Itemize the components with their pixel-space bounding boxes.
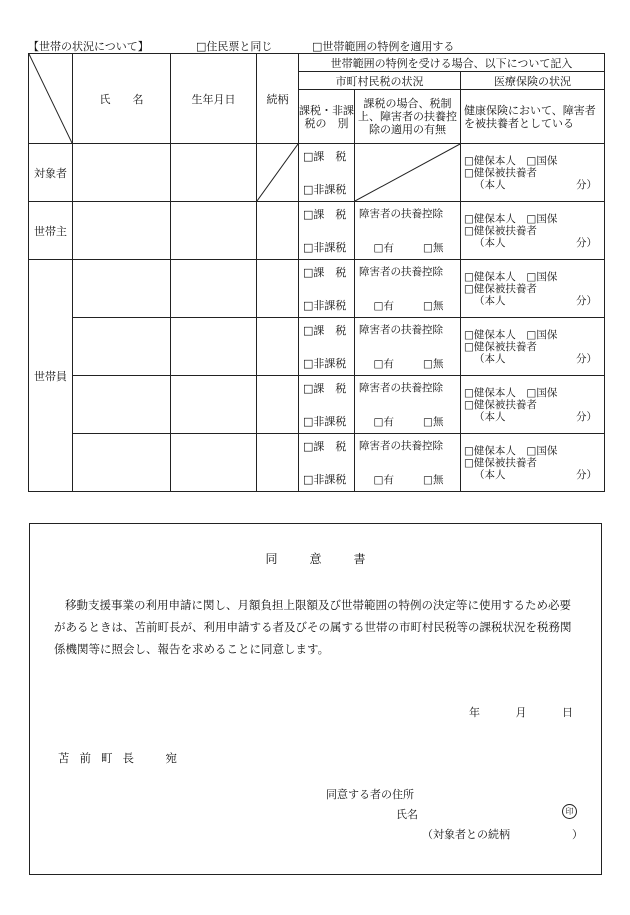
taxed-checkbox[interactable]: □課 税	[303, 208, 347, 221]
table-row-member	[29, 260, 605, 318]
person-open: （本人	[474, 468, 506, 481]
insured-self-checkbox[interactable]: □健保本人	[464, 328, 516, 341]
taxed-checkbox[interactable]: □課 税	[303, 440, 347, 453]
birth-cell[interactable]	[171, 318, 257, 376]
not-taxed-checkbox[interactable]: □非課税	[303, 473, 347, 486]
option-same-resident[interactable]: □住民票と同じ	[196, 40, 273, 53]
consent-body: 移動支援事業の利用申請に関し、月額負担上限額及び世帯範囲の特例の決定等に使用するため必要があるときは、苫前町長が、利用申請する者及びその属する世帯の市町村民税等の課税状況を税務関係機関等に照会し、報告を求めることに同意します。	[54, 598, 572, 656]
tax-deduction-header: 課税の場合、税制上、障害者の扶養控除の適用の有無	[355, 90, 461, 144]
national-ins-checkbox[interactable]: □国保	[526, 328, 558, 341]
consent-title: 同意書	[265, 552, 398, 566]
person-close: 分）	[576, 178, 598, 191]
name-cell[interactable]	[73, 260, 171, 318]
taxed-checkbox[interactable]: □課 税	[303, 266, 347, 279]
relation-label: （対象者との続柄	[422, 828, 510, 841]
dependent-checkbox[interactable]: □健保被扶養者	[464, 398, 537, 411]
relation-close: ）	[572, 828, 583, 841]
health-insurance-options	[461, 211, 604, 251]
name-cell[interactable]	[73, 144, 171, 202]
name-cell[interactable]	[73, 434, 171, 492]
deduction-label: 障害者の扶養控除	[359, 208, 443, 220]
corner-cell	[29, 54, 73, 144]
deduction-label: 障害者の扶養控除	[359, 440, 443, 452]
birth-column-header: 生年月日	[171, 54, 257, 144]
taxed-checkbox[interactable]: □課 税	[303, 324, 347, 337]
person-close: 分）	[576, 352, 598, 365]
address-label: 同意する者の住所	[326, 788, 414, 801]
no-checkbox[interactable]: □無	[423, 416, 444, 428]
corner-slash	[29, 54, 72, 143]
dependent-checkbox[interactable]: □健保被扶養者	[464, 456, 537, 469]
birth-cell[interactable]	[171, 376, 257, 434]
table-row-member	[29, 318, 605, 376]
household-table	[28, 53, 605, 492]
addressee: 苫前町長 宛	[58, 751, 187, 765]
birth-cell[interactable]	[171, 260, 257, 318]
name-column-header: 氏 名	[73, 54, 171, 144]
taxed-checkbox[interactable]: □課 税	[303, 382, 347, 395]
no-checkbox[interactable]: □無	[423, 242, 444, 254]
birth-cell[interactable]	[171, 434, 257, 492]
table-row-head	[29, 202, 605, 260]
not-taxed-checkbox[interactable]: □非課税	[303, 299, 347, 312]
dependent-checkbox[interactable]: □健保被扶養者	[464, 166, 537, 179]
person-open: （本人	[474, 410, 506, 423]
relation-cell[interactable]	[257, 434, 299, 492]
yes-checkbox[interactable]: □有	[373, 474, 394, 486]
relation-cell[interactable]	[257, 318, 299, 376]
health-insurance-options	[461, 269, 604, 309]
municipal-tax-header: 市町村民税の状況	[299, 72, 461, 90]
table-row-member	[29, 376, 605, 434]
health-detail-header: 健康保険において、障害者を被扶養者としている	[461, 90, 605, 144]
yes-checkbox[interactable]: □有	[373, 242, 394, 254]
name-cell[interactable]	[73, 202, 171, 260]
person-open: （本人	[474, 178, 506, 191]
name-label: 氏名	[396, 808, 418, 821]
seal-mark: 印	[562, 804, 577, 819]
birth-cell[interactable]	[171, 202, 257, 260]
row-label-head: 世帯主	[29, 202, 73, 260]
yes-checkbox[interactable]: □有	[373, 416, 394, 428]
national-ins-checkbox[interactable]: □国保	[526, 270, 558, 283]
person-open: （本人	[474, 294, 506, 307]
deduction-cell-struck	[355, 144, 461, 202]
deduction-label: 障害者の扶養控除	[359, 266, 443, 278]
insured-self-checkbox[interactable]: □健保本人	[464, 386, 516, 399]
table-row-target	[29, 144, 605, 202]
person-open: （本人	[474, 236, 506, 249]
consent-box	[29, 523, 602, 875]
national-ins-checkbox[interactable]: □国保	[526, 212, 558, 225]
relation-slash	[257, 144, 298, 201]
dependent-checkbox[interactable]: □健保被扶養者	[464, 340, 537, 353]
not-taxed-checkbox[interactable]: □非課税	[303, 357, 347, 370]
birth-cell[interactable]	[171, 144, 257, 202]
section-title: 【世帯の状況について】	[28, 40, 149, 53]
no-checkbox[interactable]: □無	[423, 474, 444, 486]
relation-cell-struck	[257, 144, 299, 202]
relation-cell[interactable]	[257, 260, 299, 318]
special-rule-header: 世帯範囲の特例を受ける場合、以下について記入	[299, 54, 605, 72]
insured-self-checkbox[interactable]: □健保本人	[464, 154, 516, 167]
row-label-member: 世帯員	[29, 260, 73, 492]
no-checkbox[interactable]: □無	[423, 358, 444, 370]
not-taxed-checkbox[interactable]: □非課税	[303, 183, 347, 196]
option-special-rule[interactable]: □世帯範囲の特例を適用する	[312, 40, 455, 53]
insured-self-checkbox[interactable]: □健保本人	[464, 444, 516, 457]
health-insurance-options	[461, 153, 604, 193]
tax-status-header: 課税・非課税の 別	[299, 90, 355, 144]
name-cell[interactable]	[73, 318, 171, 376]
relation-cell[interactable]	[257, 376, 299, 434]
insured-self-checkbox[interactable]: □健保本人	[464, 270, 516, 283]
health-insurance-options	[461, 443, 604, 483]
date-field[interactable]: 年 月 日	[469, 706, 573, 719]
name-cell[interactable]	[73, 376, 171, 434]
relation-cell[interactable]	[257, 202, 299, 260]
dependent-checkbox[interactable]: □健保被扶養者	[464, 224, 537, 237]
person-open: （本人	[474, 352, 506, 365]
national-ins-checkbox[interactable]: □国保	[526, 444, 558, 457]
person-close: 分）	[576, 410, 598, 423]
health-insurance-options	[461, 327, 604, 367]
table-row-member	[29, 434, 605, 492]
dependent-checkbox[interactable]: □健保被扶養者	[464, 282, 537, 295]
row-label-target: 対象者	[29, 144, 73, 202]
deduction-label: 障害者の扶養控除	[359, 382, 443, 394]
national-ins-checkbox[interactable]: □国保	[526, 386, 558, 399]
person-close: 分）	[576, 468, 598, 481]
no-checkbox[interactable]: □無	[423, 300, 444, 312]
taxed-checkbox[interactable]: □課 税	[303, 150, 347, 163]
person-close: 分）	[576, 294, 598, 307]
insured-self-checkbox[interactable]: □健保本人	[464, 212, 516, 225]
deduction-slash	[355, 144, 460, 201]
health-insurance-options	[461, 385, 604, 425]
yes-checkbox[interactable]: □有	[373, 358, 394, 370]
person-close: 分）	[576, 236, 598, 249]
health-insurance-header: 医療保険の状況	[461, 72, 605, 90]
not-taxed-checkbox[interactable]: □非課税	[303, 241, 347, 254]
relation-column-header: 続柄	[257, 54, 299, 144]
not-taxed-checkbox[interactable]: □非課税	[303, 415, 347, 428]
yes-checkbox[interactable]: □有	[373, 300, 394, 312]
national-ins-checkbox[interactable]: □国保	[526, 154, 558, 167]
deduction-label: 障害者の扶養控除	[359, 324, 443, 336]
